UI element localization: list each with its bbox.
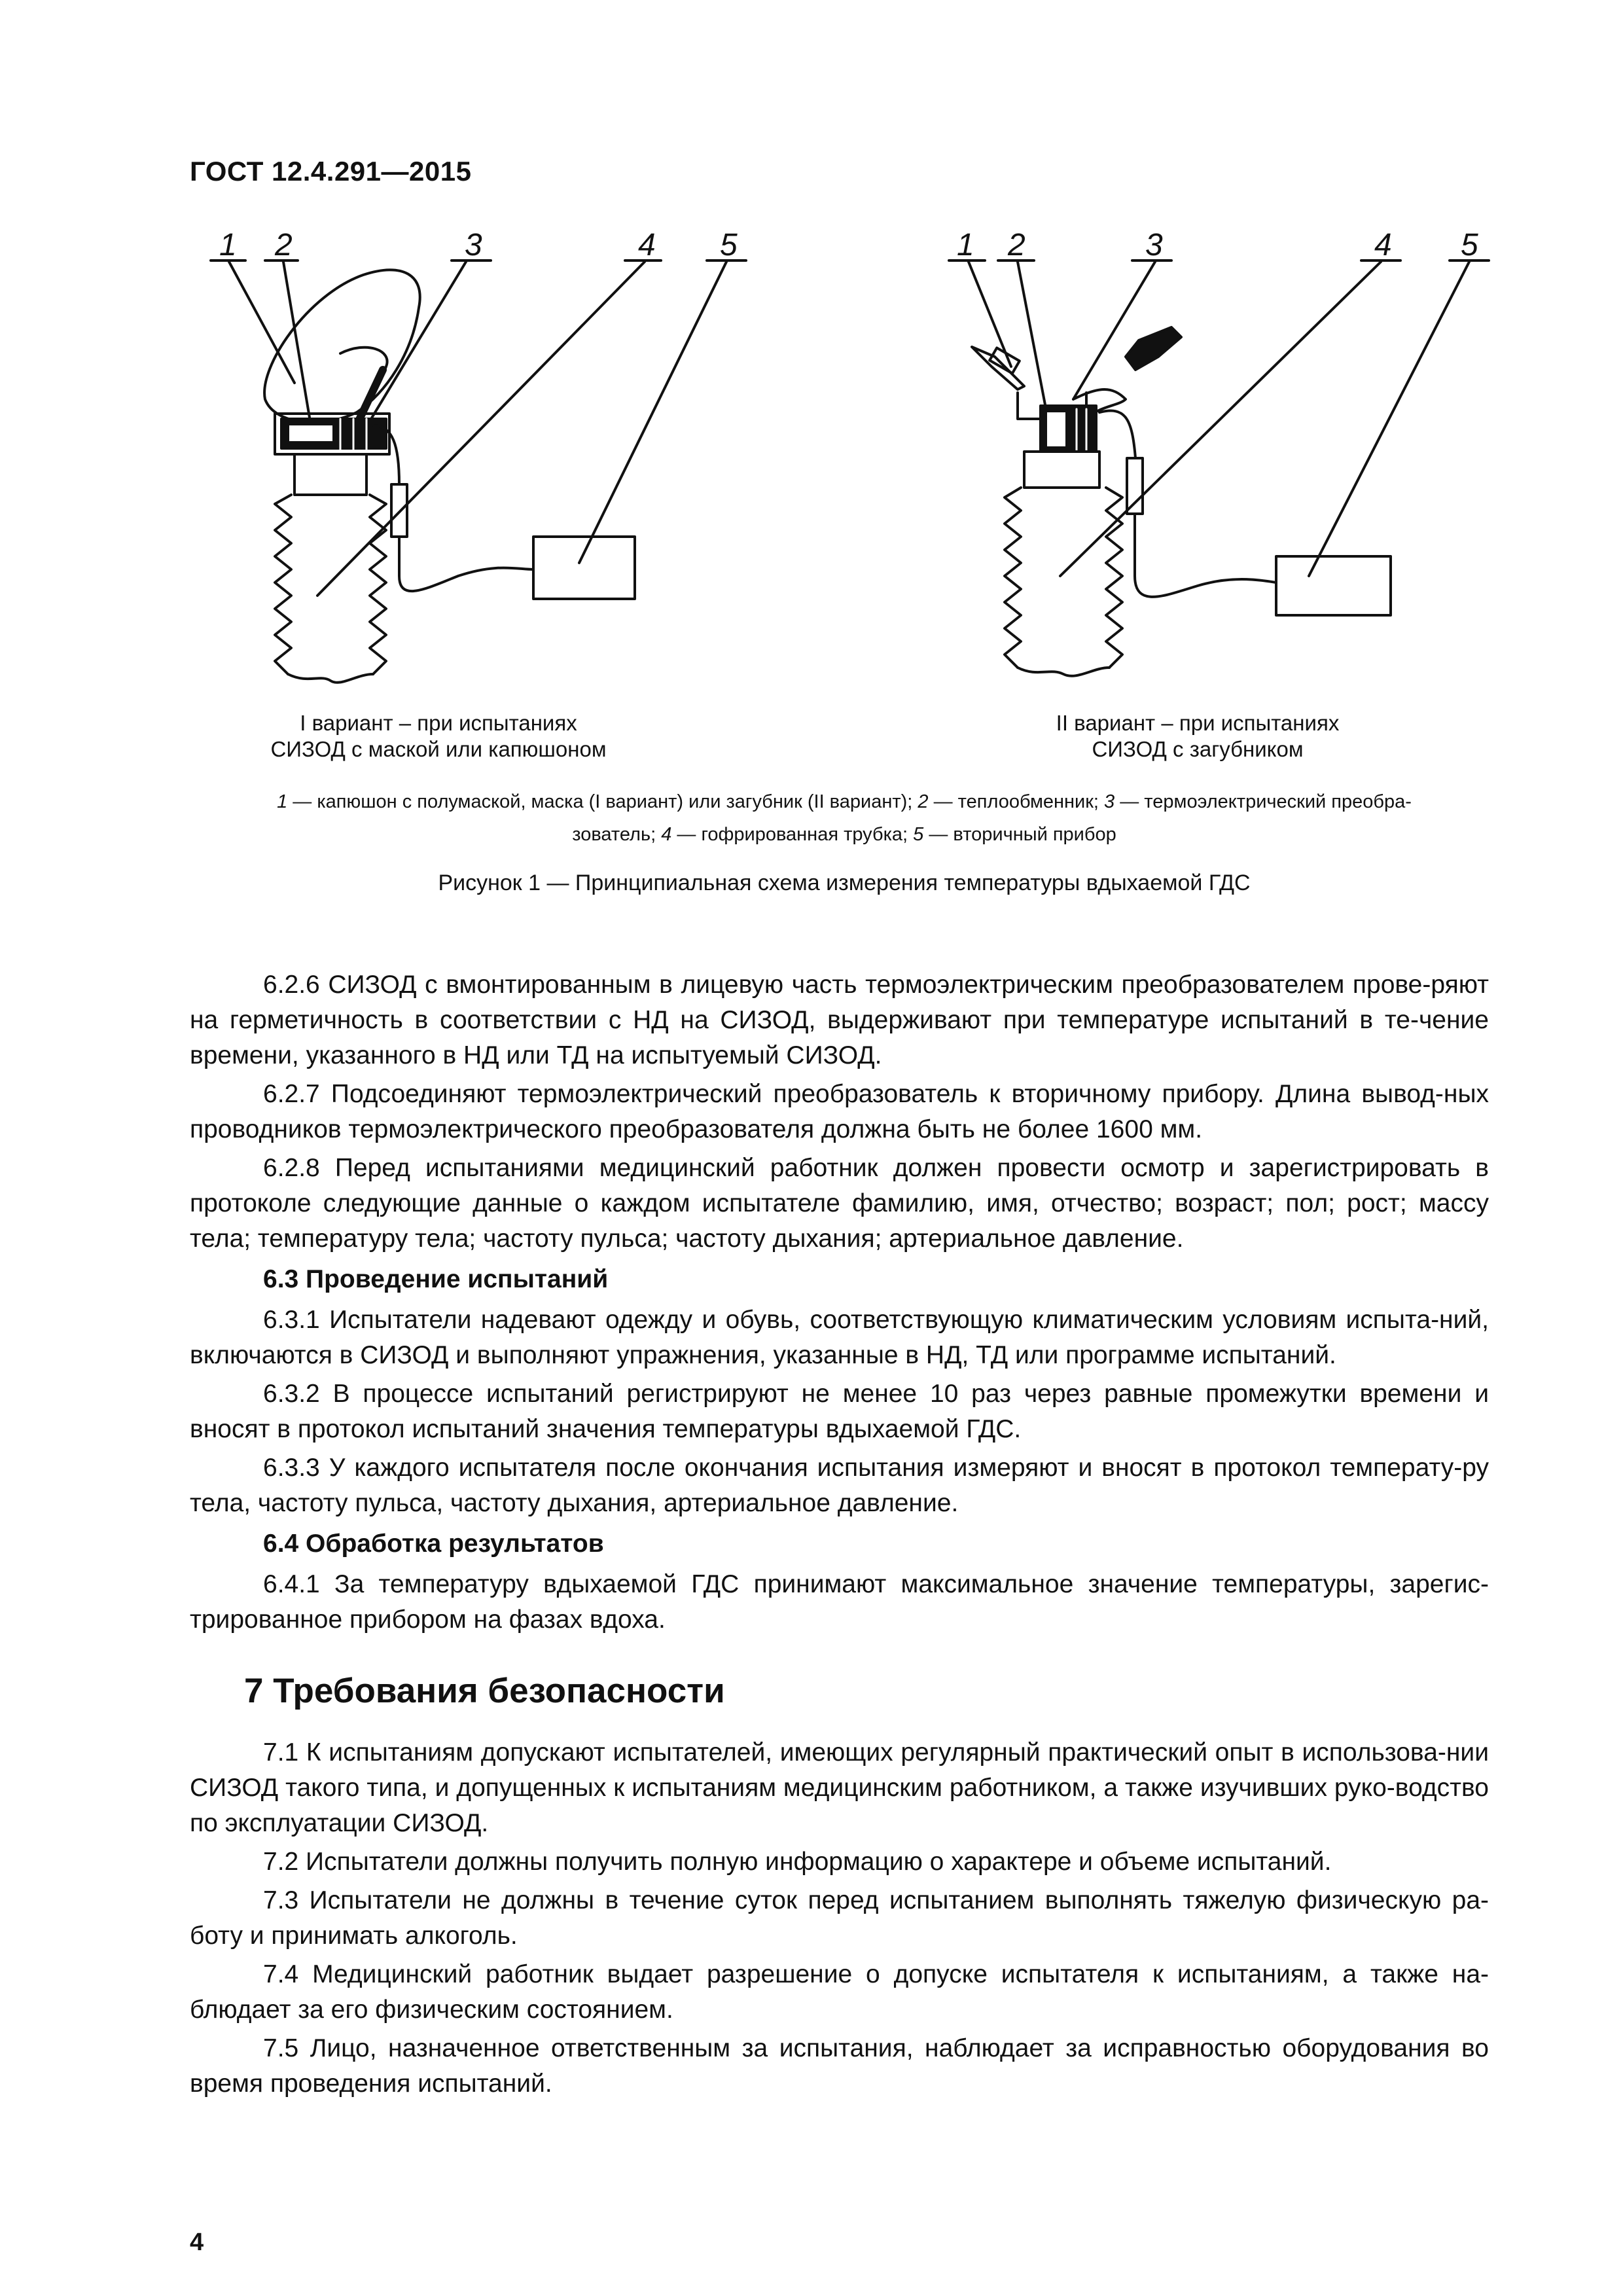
- para-6-2-7: 6.2.7 Подсоединяют термоэлектрический преобразователь к вторичному прибору. Длина вывод-ных проводников термоэлектрического преобразователя должна быть не более 1600 мм.: [190, 1080, 1489, 1143]
- para-7-4: 7.4 Медицинский работник выдает разрешение о допуске испытателя к испытаниям, а также на-блюдает за его физическим состоянием.: [190, 1960, 1489, 2024]
- schematic-figure: [0, 0, 1623, 785]
- caption-variant-2: II вариант – при испытаниях СИЗОД с загубником: [1056, 711, 1340, 761]
- para-6-3-3: 6.3.3 У каждого испытателя после окончания испытания измеряют и вносят в протокол температу-ру тела, частоту пульса, частоту дыхания, артериальное давление.: [190, 1454, 1489, 1517]
- fig1-label-3: 3: [465, 228, 482, 262]
- fig2-label-1: 1: [957, 228, 974, 262]
- para-6-2-8: 6.2.8 Перед испытаниями медицинский работник должен провести осмотр и зарегистрировать в протоколе следующие данные о каждом испытателе фамилию, имя, отчество; возраст; пол; рост; массу тела; температуру тела; частоту пульса; частоту дыхания; артериальное давление.: [190, 1154, 1489, 1253]
- fig2-label-4: 4: [1374, 228, 1392, 262]
- fig2-label-5: 5: [1461, 228, 1478, 262]
- para-7-2: 7.2 Испытатели должны получить полную информацию о характере и объеме испытаний.: [263, 1848, 1332, 1876]
- fig1-label-1: 1: [219, 228, 237, 262]
- fig1-label-4: 4: [638, 228, 656, 262]
- variant-1-diagram: [211, 260, 746, 683]
- para-7-1: 7.1 К испытаниям допускают испытателей, имеющих регулярный практический опыт в использова-нии СИЗОД такого типа, и допущенных к испытаниям медицинским работником, а также изучивших руко-водство по эксплуатации СИЗОД.: [190, 1738, 1489, 1837]
- figure-legend: 1 — капюшон с полумаской, маска (I вариант) или загубник (II вариант); 2 — теплообменник; 3 — термоэлектрический преобра- зователь; 4 — гофрированная трубка; 5 — вторичный прибор: [277, 791, 1412, 845]
- para-7-3: 7.3 Испытатели не должны в течение суток перед испытанием выполнять тяжелую физическую ра-боту и принимать алкоголь.: [190, 1886, 1489, 1950]
- page-number: 4: [190, 2229, 204, 2256]
- body-text: [190, 967, 1489, 2105]
- para-6-2-6: 6.2.6 СИЗОД с вмонтированным в лицевую часть термоэлектрическим преобразователем прове-ряют на герметичность в соответствии с НД на СИЗОД, выдерживают при температуре испытаний в те-чение времени, указанного в НД или ТД на испытуемый СИЗОД.: [190, 971, 1489, 1069]
- figure-title: Рисунок 1 — Принципиальная схема измерения температуры вдыхаемой ГДС: [438, 870, 1251, 895]
- fig1-label-5: 5: [720, 228, 738, 262]
- variant-2-diagram: [949, 260, 1489, 676]
- document-header: ГОСТ 12.4.291—2015: [190, 156, 472, 187]
- para-7-5: 7.5 Лицо, назначенное ответственным за испытания, наблюдает за исправностью оборудования во время проведения испытаний.: [190, 2034, 1489, 2098]
- fig1-label-2: 2: [275, 228, 293, 262]
- fig2-label-2: 2: [1008, 228, 1026, 262]
- para-6-3-2: 6.3.2 В процессе испытаний регистрируют не менее 10 раз через равные промежутки времени и вносят в протокол испытаний значения температуры вдыхаемой ГДС.: [190, 1380, 1489, 1443]
- para-6-3-1: 6.3.1 Испытатели надевают одежду и обувь, соответствующую климатическим условиям испыта-ний, включаются в СИЗОД и выполняют упражнения, указанные в НД, ТД или программе испытаний.: [190, 1306, 1489, 1369]
- para-6-4-1: 6.4.1 За температуру вдыхаемой ГДС принимают максимальное значение температуры, зарегис-трированное прибором на фазах вдоха.: [190, 1570, 1489, 1634]
- heading-6-3: 6.3 Проведение испытаний: [263, 1265, 609, 1293]
- heading-7: 7 Требования безопасности: [244, 1672, 725, 1710]
- heading-6-4: 6.4 Обработка результатов: [263, 1530, 604, 1558]
- caption-variant-1: I вариант – при испытаниях СИЗОД с маской или капюшоном: [270, 711, 607, 761]
- fig2-label-3: 3: [1145, 228, 1163, 262]
